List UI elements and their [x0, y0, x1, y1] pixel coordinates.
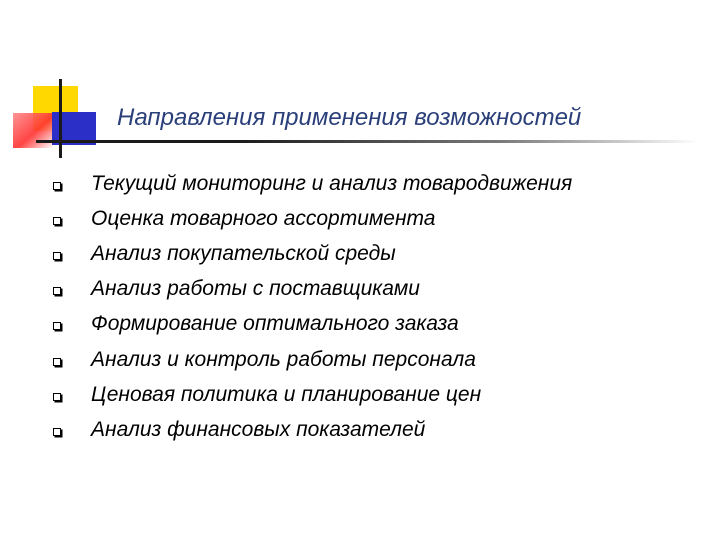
list-item-text: Анализ работы с поставщиками: [91, 277, 420, 301]
list-item: [53, 377, 572, 412]
checkbox-square-icon: [53, 252, 61, 260]
list-item-text: Текущий мониторинг и анализ товародвижения: [91, 171, 573, 195]
bullet-list: [53, 166, 572, 448]
list-item: [53, 412, 572, 447]
checkbox-square-icon: [53, 322, 61, 330]
checkbox-square-icon: [53, 287, 61, 295]
list-item-text: Ценовая политика и планирование цен: [91, 382, 482, 406]
list-item-text: Формирование оптимального заказа: [91, 312, 459, 336]
slide-title: Направления применения возможностей: [117, 104, 582, 131]
checkbox-square-icon: [53, 358, 61, 366]
list-item: [53, 342, 572, 377]
list-item-text: Анализ и контроль работы персонала: [91, 347, 476, 371]
checkbox-square-icon: [53, 182, 61, 190]
list-item-text: Анализ покупательской среды: [91, 241, 396, 265]
decorative-vertical-line: [59, 79, 62, 158]
checkbox-square-icon: [53, 428, 61, 436]
list-item: [53, 201, 572, 236]
list-item: [53, 272, 572, 307]
checkbox-square-icon: [53, 217, 61, 225]
list-item: [53, 166, 572, 201]
list-item: [53, 307, 572, 342]
list-item-text: Анализ финансовых показателей: [91, 417, 426, 441]
list-item: [53, 236, 572, 271]
list-item-text: Оценка товарного ассортимента: [91, 206, 436, 230]
title-underline: [36, 140, 700, 143]
checkbox-square-icon: [53, 393, 61, 401]
